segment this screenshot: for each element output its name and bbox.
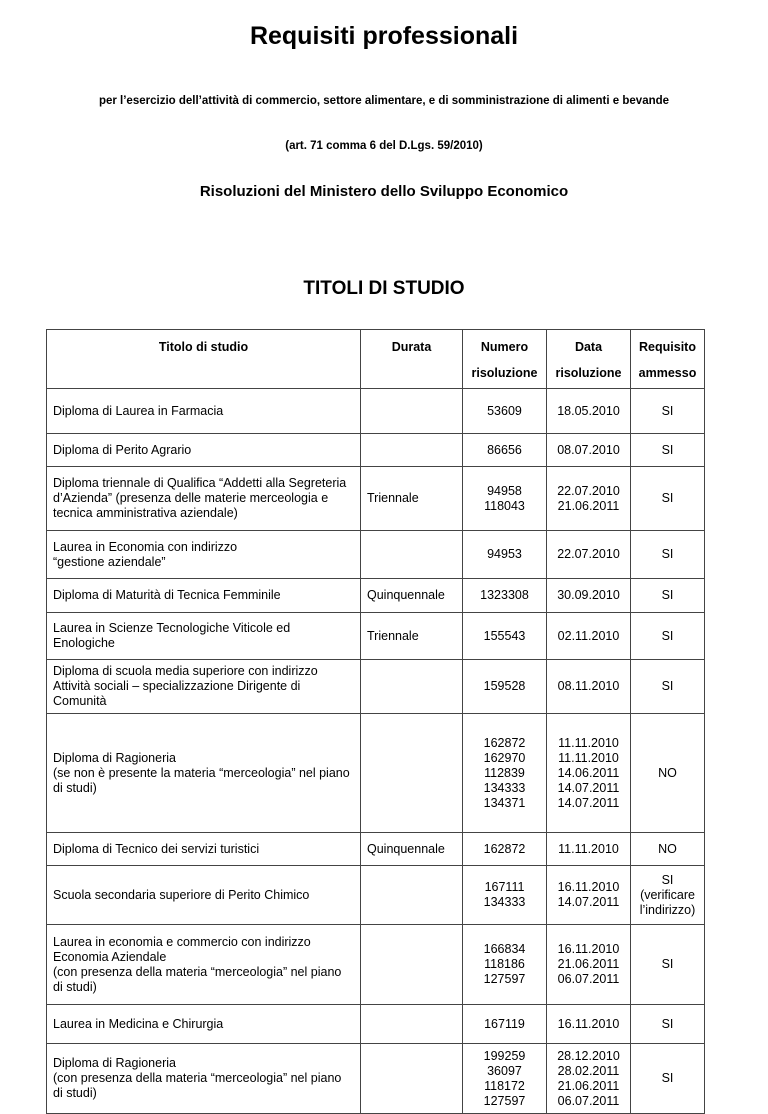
document-title: Requisiti professionali [249,22,519,50]
cell-titolo: Laurea in Economia con indirizzo “gestione aziendale” [47,531,361,579]
cell-requisito: SI [631,389,705,434]
cell-numero: 167111 134333 [463,866,547,925]
cell-requisito: SI [631,434,705,467]
cell-titolo: Diploma di scuola media superiore con indirizzo Attività sociali – specializzazione Dirigente di Comunità [47,660,361,714]
cell-requisito: SI [631,579,705,613]
header-titolo: Titolo di studio [47,330,361,389]
cell-data: 22.07.2010 21.06.2011 [547,467,631,531]
cell-numero: 1323308 [463,579,547,613]
cell-durata [361,714,463,833]
table-row [47,1044,705,1114]
cell-data: 28.12.2010 28.02.2011 21.06.2011 06.07.2011 [547,1044,631,1114]
cell-numero: 167119 [463,1005,547,1044]
table-row [47,531,705,579]
cell-data: 22.07.2010 [547,531,631,579]
table-row [47,579,705,613]
cell-durata: Quinquennale [361,833,463,866]
cell-titolo: Diploma di Maturità di Tecnica Femminile [47,579,361,613]
table-row [47,467,705,531]
cell-data: 16.11.2010 14.07.2011 [547,866,631,925]
cell-titolo: Laurea in economia e commercio con indirizzo Economia Aziendale (con presenza della materia “merceologia” nel piano di studi) [47,925,361,1005]
cell-durata: Triennale [361,467,463,531]
header-numero: Numero risoluzione [463,330,547,389]
cell-requisito: SI [631,613,705,660]
cell-requisito: SI [631,1005,705,1044]
cell-durata [361,389,463,434]
cell-data: 16.11.2010 [547,1005,631,1044]
cell-numero: 159528 [463,660,547,714]
cell-durata [361,925,463,1005]
cell-durata [361,866,463,925]
cell-data: 11.11.2010 [547,833,631,866]
table-row [47,1005,705,1044]
table-header-row [47,330,705,389]
cell-data: 08.11.2010 [547,660,631,714]
law-reference: (art. 71 comma 6 del D.Lgs. 59/2010) [285,140,483,152]
cell-data: 11.11.2010 11.11.2010 14.06.2011 14.07.2011 14.07.2011 [547,714,631,833]
cell-durata: Triennale [361,613,463,660]
cell-requisito: SI [631,467,705,531]
document-subtitle: per l’esercizio dell’attività di commercio, settore alimentare, e di somministrazione di alimenti e bevande [98,95,670,107]
cell-titolo: Diploma di Ragioneria (se non è presente la materia “merceologia” nel piano di studi) [47,714,361,833]
cell-numero: 86656 [463,434,547,467]
cell-titolo: Laurea in Scienze Tecnologiche Viticole ed Enologiche [47,613,361,660]
cell-data: 18.05.2010 [547,389,631,434]
cell-titolo: Diploma di Tecnico dei servizi turistici [47,833,361,866]
cell-durata: Quinquennale [361,579,463,613]
ministry-heading: Risoluzioni del Ministero dello Sviluppo Economico [199,183,569,200]
table-row [47,660,705,714]
titles-table [46,329,705,1114]
cell-requisito: NO [631,714,705,833]
cell-numero: 162872 162970 112839 134333 134371 [463,714,547,833]
cell-data: 02.11.2010 [547,613,631,660]
cell-numero: 94958 118043 [463,467,547,531]
table-row [47,925,705,1005]
cell-data: 08.07.2010 [547,434,631,467]
cell-requisito: SI [631,925,705,1005]
cell-numero: 162872 [463,833,547,866]
section-title: TITOLI DI STUDIO [303,278,465,299]
table-row [47,866,705,925]
header-durata: Durata [361,330,463,389]
table-row [47,613,705,660]
cell-titolo: Diploma di Laurea in Farmacia [47,389,361,434]
cell-data: 16.11.2010 21.06.2011 06.07.2011 [547,925,631,1005]
cell-durata [361,660,463,714]
cell-requisito: SI [631,1044,705,1114]
cell-durata [361,1044,463,1114]
cell-numero: 166834 118186 127597 [463,925,547,1005]
cell-titolo: Scuola secondaria superiore di Perito Chimico [47,866,361,925]
cell-titolo: Diploma di Perito Agrario [47,434,361,467]
cell-numero: 94953 [463,531,547,579]
header-data: Data risoluzione [547,330,631,389]
cell-requisito: SI [631,531,705,579]
cell-titolo: Laurea in Medicina e Chirurgia [47,1005,361,1044]
cell-durata [361,1005,463,1044]
table-row [47,434,705,467]
cell-numero: 53609 [463,389,547,434]
cell-titolo: Diploma triennale di Qualifica “Addetti alla Segreteria d’Azienda” (presenza delle materie merceologia e tecnica amministrativa aziendale) [47,467,361,531]
table-row [47,389,705,434]
table-row [47,833,705,866]
cell-requisito: NO [631,833,705,866]
cell-numero: 199259 36097 118172 127597 [463,1044,547,1114]
cell-durata [361,531,463,579]
table-row [47,714,705,833]
cell-titolo: Diploma di Ragioneria (con presenza della materia “merceologia” nel piano di studi) [47,1044,361,1114]
cell-data: 30.09.2010 [547,579,631,613]
cell-numero: 155543 [463,613,547,660]
header-requisito: Requisito ammesso [631,330,705,389]
cell-durata [361,434,463,467]
cell-requisito: SI [631,660,705,714]
cell-requisito: SI (verificare l’indirizzo) [631,866,705,925]
